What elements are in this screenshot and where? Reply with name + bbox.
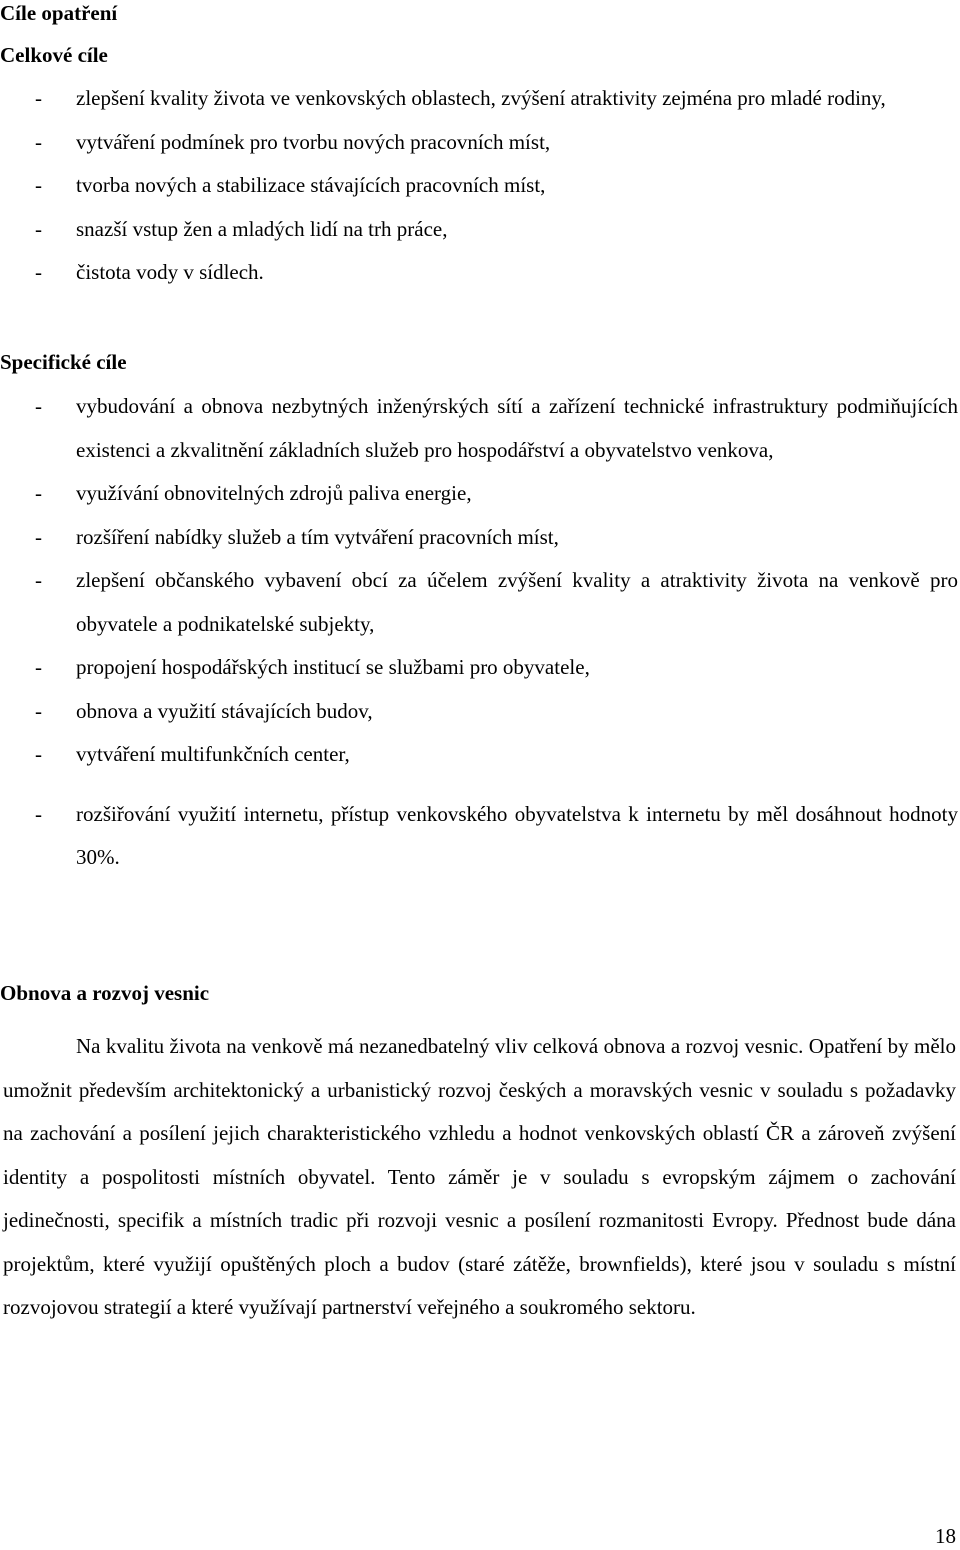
list-item-text: zlepšení občanského vybavení obcí za účelem zvýšení kvality a atraktivity života na venkově pro obyvatele a podnikatelské subjekty, — [76, 568, 958, 636]
list-item-text: snazší vstup žen a mladých lidí na trh práce, — [76, 216, 448, 241]
list-dash: - — [35, 394, 42, 418]
list-item-text: vytváření podmínek pro tvorbu nových pracovních míst, — [76, 129, 551, 154]
general-goals-heading: Celkové cíle — [0, 43, 108, 67]
list-item — [3, 793, 958, 880]
list-item-text: propojení hospodářských institucí se službami pro obyvatele, — [76, 655, 590, 679]
list-item — [3, 559, 958, 646]
list-item-text: rozšíření nabídky služeb a tím vytváření pracovních míst, — [76, 524, 559, 549]
list-dash: - — [35, 129, 42, 154]
list-dash: - — [35, 260, 42, 284]
list-item — [3, 472, 958, 516]
list-dash: - — [35, 568, 42, 592]
list-dash: - — [35, 655, 42, 679]
specific-goals-heading: Specifické cíle — [0, 350, 127, 374]
general-goals-list — [3, 77, 958, 295]
list-item — [3, 385, 958, 472]
specific-goals-list — [3, 385, 958, 880]
list-dash: - — [35, 524, 42, 549]
list-item — [3, 733, 958, 777]
list-item-text: využívání obnovitelných zdrojů paliva energie, — [76, 481, 472, 505]
list-item-text: tvorba nových a stabilizace stávajících pracovních míst, — [76, 173, 546, 197]
list-dash: - — [35, 742, 42, 766]
village-renewal-paragraph: Na kvalitu života na venkově má nezanedbatelný vliv celková obnova a rozvoj vesnic. Opatření by mělo umožnit především architektonický a urbanistický rozvoj českých a moravských vesnic v souladu s požadavky na zachování a posílení jejich charakteristického vzhledu a hodnot venkovských oblastí ČR a zároveň zvýšení identity a pospolitosti místních obyvatel. Tento záměr je v souladu s evropským zájmem o zachování jedinečnosti, specifik a místních tradic při rozvoji vesnic a posílení rozmanitosti Evropy. Přednost bude dána projektům, které využijí opuštěných ploch a budov (staré zátěže, brownfields), které jsou v souladu s místní rozvojovou strategií a které využívají partnerství veřejného a soukromého sektoru. — [3, 1034, 956, 1319]
village-renewal-heading: Obnova a rozvoj vesnic — [0, 981, 210, 1005]
list-dash: - — [35, 173, 42, 197]
list-item — [3, 516, 958, 560]
list-dash: - — [35, 698, 42, 723]
list-dash: - — [35, 801, 42, 826]
list-item-text: rozšiřování využití internetu, přístup venkovského obyvatelstva k internetu by měl dosáhnout hodnoty 30%. — [76, 801, 958, 869]
list-item — [3, 646, 958, 690]
list-item — [3, 208, 958, 252]
list-item — [3, 251, 958, 295]
list-dash: - — [35, 86, 42, 110]
page-number: 18 — [935, 1524, 956, 1548]
list-item-text: čistota vody v sídlech. — [76, 260, 264, 284]
list-item — [3, 77, 958, 121]
list-item — [3, 690, 958, 734]
list-item-text: vytváření multifunkčních center, — [76, 742, 350, 766]
list-item — [3, 164, 958, 208]
list-item-text: obnova a využití stávajících budov, — [76, 698, 373, 723]
list-item — [3, 121, 958, 165]
list-item-text: vybudování a obnova nezbytných inženýrských sítí a zařízení technické infrastruktury podmiňujících existenci a zkvalitnění základních služeb pro hospodářství a obyvatelstvo venkova, — [76, 394, 958, 462]
list-dash: - — [35, 481, 42, 505]
list-dash: - — [35, 216, 42, 241]
list-item-text: zlepšení kvality života ve venkovských oblastech, zvýšení atraktivity zejména pro mladé rodiny, — [76, 86, 886, 110]
section-title: Cíle opatření — [0, 1, 118, 25]
